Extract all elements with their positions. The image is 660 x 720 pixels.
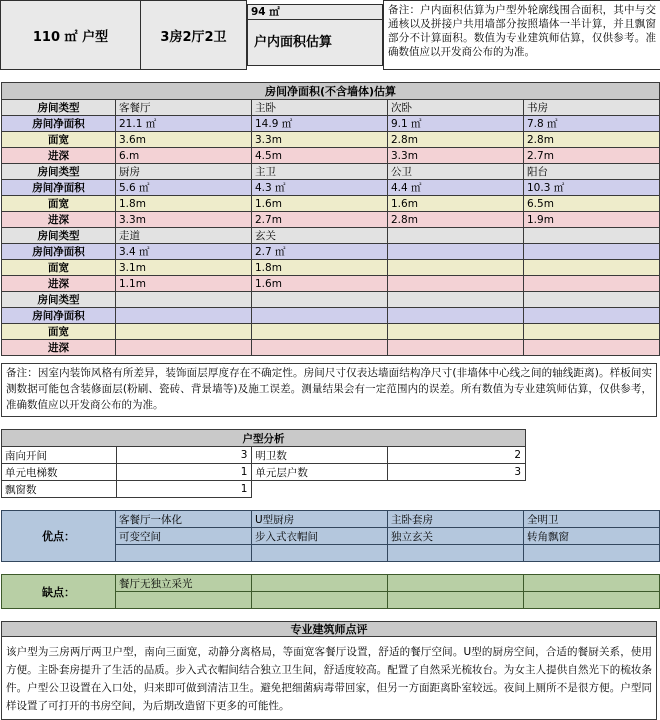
- room-cell: 1.8m: [116, 196, 252, 212]
- cons-item: [388, 592, 524, 609]
- room-cell: [252, 308, 388, 324]
- room-row-widths: [2, 196, 660, 212]
- analysis-label-right: 单元层户数: [252, 464, 388, 481]
- room-cell: [388, 324, 524, 340]
- room-cell: 1.6m: [388, 196, 524, 212]
- pros-item: 可变空间: [116, 528, 252, 545]
- room-cell: 3.3m: [252, 132, 388, 148]
- room-cell: 4.5m: [252, 148, 388, 164]
- room-cell: 3.3m: [388, 148, 524, 164]
- spacer: [0, 70, 660, 82]
- room-cell: [116, 340, 252, 356]
- unit-type-cell: 110 ㎡ 户型: [1, 1, 141, 70]
- room-cell: 公卫: [388, 164, 524, 180]
- spacer: [0, 609, 660, 621]
- analysis-title: 户型分析: [2, 430, 526, 447]
- room-row-label: 房间类型: [2, 100, 116, 116]
- room-cell: [116, 292, 252, 308]
- room-cell: 玄关: [252, 228, 388, 244]
- room-row-label: 进深: [2, 340, 116, 356]
- room-cell: [524, 228, 660, 244]
- room-row-depths: [2, 148, 660, 164]
- room-cell: [388, 276, 524, 292]
- room-area-table: [1, 82, 660, 356]
- room-cell: [524, 324, 660, 340]
- pros-item: 主卧套房: [388, 511, 524, 528]
- room-cell: 2.7m: [524, 148, 660, 164]
- analysis-value-left: 1: [116, 481, 252, 498]
- measurement-note: 备注：因室内装饰风格有所差异，装饰面层厚度存在不确定性。房间尺寸仅表达墙面结构净尺寸(非墙体中心线之间的轴线距离)。样板间实测数据可能包含装修面层(粉刷、瓷砖、背景墙等)及施工误差。测量结果会有一定范围内的误差。所有数值为专业建筑师估算，仅供参考，准确数值应以开发商公布的为准。: [1, 363, 657, 417]
- pros-item: 转角飘窗: [524, 528, 660, 545]
- room-row-label: 房间类型: [2, 228, 116, 244]
- analysis-label-left: 飘窗数: [2, 481, 117, 498]
- room-cell: 4.4 ㎡: [388, 180, 524, 196]
- cons-row: [2, 575, 660, 592]
- room-cell: 14.9 ㎡: [252, 116, 388, 132]
- room-row-types: [2, 100, 660, 116]
- room-cell: 次卧: [388, 100, 524, 116]
- room-row-types: [2, 164, 660, 180]
- room-cell: 4.3 ㎡: [252, 180, 388, 196]
- room-row-label: 房间净面积: [2, 116, 116, 132]
- room-cell: 3.6m: [116, 132, 252, 148]
- room-cell: 1.9m: [524, 212, 660, 228]
- indoor-area-value: 94 ㎡: [248, 5, 382, 20]
- room-row-areas: [2, 244, 660, 260]
- analysis-row: [2, 464, 526, 481]
- pros-item: [116, 545, 252, 562]
- pros-row: [2, 511, 660, 528]
- room-cell: [524, 276, 660, 292]
- cons-item: [116, 592, 252, 609]
- room-cell: [388, 244, 524, 260]
- pros-item: [388, 545, 524, 562]
- room-cell: [116, 324, 252, 340]
- cons-label: 缺点：: [2, 575, 116, 609]
- room-row-label: 面宽: [2, 324, 116, 340]
- room-cell: [252, 340, 388, 356]
- room-cell: [524, 244, 660, 260]
- room-cell: 2.8m: [388, 132, 524, 148]
- room-cell: 2.7 ㎡: [252, 244, 388, 260]
- room-cell: [252, 324, 388, 340]
- room-cell: 阳台: [524, 164, 660, 180]
- room-cell: [116, 308, 252, 324]
- cons-item: [252, 592, 388, 609]
- room-cell: 6.m: [116, 148, 252, 164]
- room-cell: [252, 292, 388, 308]
- room-cell: 1.6m: [252, 196, 388, 212]
- room-row-label: 房间类型: [2, 292, 116, 308]
- room-cell: 10.3 ㎡: [524, 180, 660, 196]
- room-cell: 走道: [116, 228, 252, 244]
- analysis-value-right: [388, 481, 526, 498]
- analysis-value-left: 1: [116, 464, 252, 481]
- analysis-row: [2, 481, 526, 498]
- room-cell: [524, 308, 660, 324]
- room-row-label: 面宽: [2, 260, 116, 276]
- room-cell: 主卧: [252, 100, 388, 116]
- room-cell: 主卫: [252, 164, 388, 180]
- room-cell: [388, 340, 524, 356]
- pros-item: 客餐厅一体化: [116, 511, 252, 528]
- room-cell: 5.6 ㎡: [116, 180, 252, 196]
- cons-table: [1, 574, 660, 609]
- room-cell: [388, 228, 524, 244]
- room-cell: 21.1 ㎡: [116, 116, 252, 132]
- room-cell: [524, 260, 660, 276]
- analysis-label-right: 明卫数: [252, 447, 388, 464]
- pros-item: [524, 545, 660, 562]
- pros-item: U型厨房: [252, 511, 388, 528]
- room-cell: 7.8 ㎡: [524, 116, 660, 132]
- room-row-depths: [2, 340, 660, 356]
- analysis-label-left: 单元电梯数: [2, 464, 117, 481]
- layout-cell: 3房2厅2卫: [141, 1, 247, 70]
- header-note: 备注：户内面积估算为户型外轮廓线围合面积，其中与交通核以及拼接户共用墙部分按照墙体一半计算，并且飘窗部分不计算面积。数值为专业建筑师估算，仅供参考。准确数值应以开发商公布的为准。: [384, 1, 660, 70]
- review-title: 专业建筑师点评: [1, 621, 657, 637]
- room-row-label: 房间类型: [2, 164, 116, 180]
- pros-label: 优点：: [2, 511, 116, 562]
- room-row-areas: [2, 180, 660, 196]
- cons-item: [252, 575, 388, 592]
- analysis-label-right: [252, 481, 388, 498]
- room-row-label: 面宽: [2, 196, 116, 212]
- room-cell: [524, 292, 660, 308]
- pros-item: 步入式衣帽间: [252, 528, 388, 545]
- pros-item: [252, 545, 388, 562]
- room-cell: 2.8m: [388, 212, 524, 228]
- analysis-label-left: 南向开间: [2, 447, 117, 464]
- cons-item: [524, 575, 660, 592]
- review-body: 该户型为三房两厅两卫户型，南向三面宽，动静分离格局，等面宽客餐厅设置，舒适的餐厅空间。U型的厨房空间，合适的餐厨关系，使用方便。主卧套房提升了生活的品质。步入式衣帽间结合独立卫生间，舒适度较高。配置了自然采光梳妆台。为女主人提供自然光下的梳妆条件。户型公卫设置在入口处，归来即可做到清洁卫生。避免把细菌病毒带回家，但另一方面距离卧室较远。夜间上厕所不是很方便。户型同样设置了可打开的书房空间，为后期改造留下更多的可能性。: [1, 637, 657, 720]
- spacer: [0, 562, 660, 574]
- analysis-value-left: 3: [116, 447, 252, 464]
- room-row-widths: [2, 132, 660, 148]
- room-cell: 6.5m: [524, 196, 660, 212]
- room-cell: 9.1 ㎡: [388, 116, 524, 132]
- cons-item: [524, 592, 660, 609]
- room-row-label: 进深: [2, 212, 116, 228]
- room-row-depths: [2, 212, 660, 228]
- cons-item: [388, 575, 524, 592]
- room-cell: 1.6m: [252, 276, 388, 292]
- analysis-value-right: 3: [388, 464, 526, 481]
- room-row-label: 进深: [2, 276, 116, 292]
- room-cell: 3.4 ㎡: [116, 244, 252, 260]
- room-cell: 1.8m: [252, 260, 388, 276]
- indoor-area-cell: [247, 1, 384, 70]
- room-row-depths: [2, 276, 660, 292]
- analysis-title-row: [2, 430, 526, 447]
- room-cell: [388, 260, 524, 276]
- room-cell: [388, 308, 524, 324]
- room-row-label: 进深: [2, 148, 116, 164]
- room-row-widths: [2, 260, 660, 276]
- room-row-types: [2, 292, 660, 308]
- cons-item: 餐厅无独立采光: [116, 575, 252, 592]
- unit-analysis-table: [1, 429, 526, 498]
- room-row-label: 房间净面积: [2, 308, 116, 324]
- room-row-areas: [2, 116, 660, 132]
- room-cell: 客餐厅: [116, 100, 252, 116]
- room-row-label: 面宽: [2, 132, 116, 148]
- pros-table: [1, 510, 660, 562]
- pros-item: 独立玄关: [388, 528, 524, 545]
- room-cell: [524, 340, 660, 356]
- room-table-title: 房间净面积(不含墙体)估算: [2, 83, 660, 100]
- pros-item: 全明卫: [524, 511, 660, 528]
- analysis-value-right: 2: [388, 447, 526, 464]
- room-cell: 书房: [524, 100, 660, 116]
- analysis-row: [2, 447, 526, 464]
- room-cell: 2.8m: [524, 132, 660, 148]
- spacer: [0, 356, 660, 363]
- spacer: [0, 498, 660, 510]
- room-table-title-row: [2, 83, 660, 100]
- room-row-label: 房间净面积: [2, 244, 116, 260]
- room-row-types: [2, 228, 660, 244]
- room-row-label: 房间净面积: [2, 180, 116, 196]
- indoor-area-label: 户内面积估算: [248, 20, 382, 66]
- header-strip: [0, 0, 660, 70]
- room-row-areas: [2, 308, 660, 324]
- room-cell: 厨房: [116, 164, 252, 180]
- spacer: [0, 417, 660, 429]
- room-cell: 3.1m: [116, 260, 252, 276]
- room-cell: 3.3m: [116, 212, 252, 228]
- room-cell: 1.1m: [116, 276, 252, 292]
- room-row-widths: [2, 324, 660, 340]
- room-cell: 2.7m: [252, 212, 388, 228]
- room-cell: [388, 292, 524, 308]
